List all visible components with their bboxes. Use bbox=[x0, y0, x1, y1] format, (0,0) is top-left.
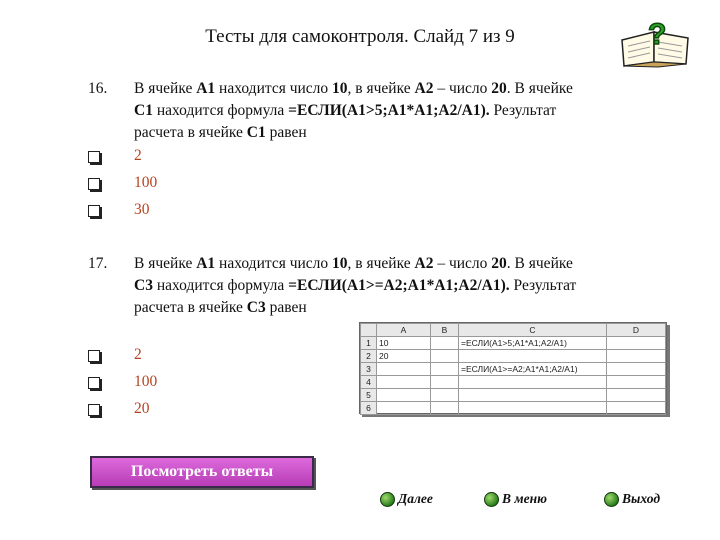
option-label: 100 bbox=[134, 373, 158, 390]
option-label: 2 bbox=[134, 346, 142, 363]
menu-label: В меню bbox=[502, 491, 547, 506]
question-text: В ячейке А1 находится число 10, в ячейке А2 – число 20. В ячейке С1 находится формула =ЕСЛИ(А1>5;А1*А1;А2/А1). Результат расчета в ячейке С1 равен bbox=[134, 80, 573, 141]
svg-text:?: ? bbox=[648, 18, 667, 51]
spreadsheet-row: 1 10 =ЕСЛИ(А1>5;А1*А1;А2/А1) bbox=[361, 337, 666, 350]
checkbox-icon[interactable] bbox=[88, 178, 100, 190]
next-label: Далее bbox=[398, 491, 433, 506]
green-dot-icon bbox=[484, 492, 499, 507]
spreadsheet-row: 4 bbox=[361, 376, 666, 389]
green-dot-icon bbox=[380, 492, 395, 507]
question-number: 17. bbox=[88, 255, 108, 272]
question-text: В ячейке А1 находится число 10, в ячейке А2 – число 20. В ячейке С3 находится формула =ЕСЛИ(А1>=А2;А1*А1;А2/А1). Результат расчета в ячейке С3 равен bbox=[134, 255, 577, 316]
spreadsheet-header-row: A B C D bbox=[361, 324, 666, 337]
spreadsheet-image bbox=[359, 322, 667, 414]
checkbox-icon[interactable] bbox=[88, 350, 100, 362]
option-label: 30 bbox=[134, 201, 150, 218]
spreadsheet-row: 6 bbox=[361, 402, 666, 415]
question-number: 16. bbox=[88, 80, 108, 97]
exit-label: Выход bbox=[622, 491, 661, 506]
spreadsheet-row: 5 bbox=[361, 389, 666, 402]
book-question-icon bbox=[618, 14, 694, 68]
checkbox-icon[interactable] bbox=[88, 404, 100, 416]
checkbox-icon[interactable] bbox=[88, 377, 100, 389]
option-label: 2 bbox=[134, 147, 142, 164]
option-label: 100 bbox=[134, 174, 158, 191]
checkbox-icon[interactable] bbox=[88, 151, 100, 163]
spreadsheet-row: 3 =ЕСЛИ(А1>=А2;А1*А1;А2/А1) bbox=[361, 363, 666, 376]
show-answers-button[interactable]: Посмотреть ответы bbox=[90, 456, 314, 488]
spreadsheet-row: 2 20 bbox=[361, 350, 666, 363]
option-label: 20 bbox=[134, 400, 150, 417]
green-dot-icon bbox=[604, 492, 619, 507]
page-title: Тесты для самоконтроля. Слайд 7 из 9 bbox=[205, 26, 515, 47]
checkbox-icon[interactable] bbox=[88, 205, 100, 217]
